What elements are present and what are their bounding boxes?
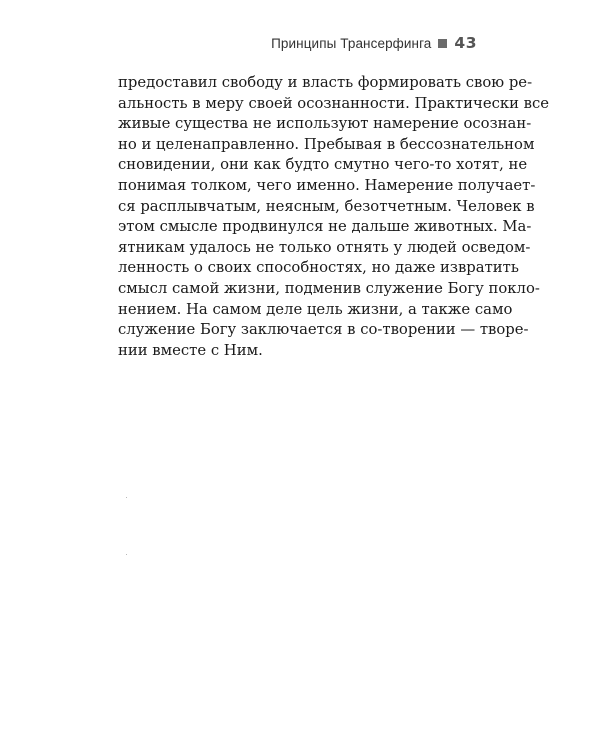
text-line: но и целенаправленно. Пребывая в бессознательном: [118, 135, 535, 153]
text-line: служение Богу заключается в со-творении — творе-: [118, 321, 529, 339]
text-line: нии вместе с Ним.: [118, 341, 263, 359]
text-line: смысл самой жизни, подменив служение Богу покло-: [118, 279, 540, 297]
running-header: [271, 34, 477, 52]
text-line: ся расплывчатым, неясным, безотчетным. Человек в: [118, 197, 535, 215]
text-line: предоставил свободу и власть формировать свою ре-: [118, 74, 533, 91]
text-line: этом смысле продвинулся не дальше животных. Ма-: [118, 218, 532, 236]
scan-speck: [126, 554, 127, 555]
running-title: Принципы Трансерфинга: [271, 35, 432, 51]
text-line: понимая толком, чего именно. Намерение получает-: [118, 176, 536, 194]
text-line: ленность о своих способностях, но даже извратить: [118, 259, 519, 277]
text-line: живые существа не используют намерение осознан-: [118, 115, 532, 133]
body-paragraph: [118, 73, 550, 361]
text-line: нением. На самом деле цель жизни, а также само: [118, 300, 513, 318]
text-line: ятникам удалось не только отнять у людей осведом-: [118, 238, 531, 256]
scan-speck: [126, 497, 127, 498]
text-line: альность в меру своей осознанности. Практически все: [118, 94, 550, 112]
text-line: сновидении, они как будто смутно чего-то хотят, не: [118, 156, 528, 174]
page-number: 43: [454, 34, 477, 52]
square-bullet-icon: [438, 39, 447, 48]
